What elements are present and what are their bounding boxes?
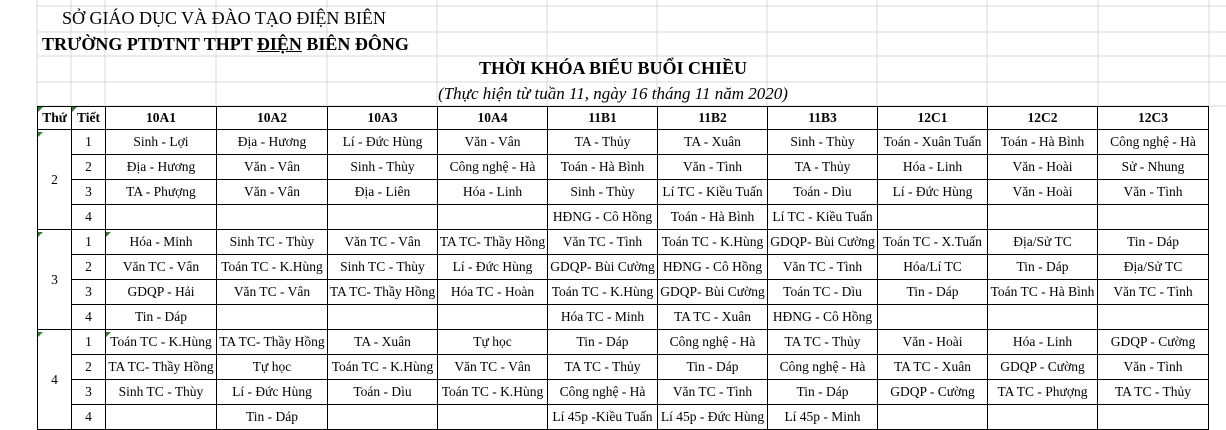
day-cell[interactable]: 2	[38, 130, 72, 230]
subject-cell[interactable]: Văn - Hoài	[988, 180, 1098, 205]
period-cell[interactable]: 4	[72, 305, 106, 330]
subject-cell[interactable]: Văn TC - Tình	[768, 255, 878, 280]
subject-cell[interactable]: TA TC- Thầy Hồng	[217, 330, 328, 355]
subject-cell[interactable]: HĐNG - Cô Hồng	[768, 305, 878, 330]
period-cell[interactable]: 1	[72, 130, 106, 155]
subject-cell[interactable]: Hóa TC - Minh	[548, 305, 658, 330]
subject-cell[interactable]: Toán - Hà Bình	[988, 130, 1098, 155]
subject-cell[interactable]	[1098, 205, 1209, 230]
subject-cell[interactable]: Toán - Hà Bình	[658, 205, 768, 230]
table-row	[38, 330, 1209, 355]
subject-cell[interactable]: Văn TC - Vân	[438, 355, 548, 380]
subject-cell[interactable]: Văn TC - Tình	[1098, 280, 1209, 305]
day-cell[interactable]: 3	[38, 230, 72, 330]
subject-cell[interactable]: Tin - Dáp	[658, 355, 768, 380]
subject-cell[interactable]: Lí 45p - Đức Hùng	[658, 405, 768, 430]
column-header[interactable]: 10A1	[106, 107, 217, 130]
subject-cell[interactable]	[328, 405, 438, 430]
subject-cell[interactable]: TA - Phượng	[106, 180, 217, 205]
table-row	[38, 130, 1209, 155]
subject-cell[interactable]	[438, 405, 548, 430]
subject-cell[interactable]: Lí 45p -Kiều Tuấn	[548, 405, 658, 430]
cell-marker-icon	[106, 232, 111, 237]
subject-cell[interactable]	[988, 205, 1098, 230]
subject-cell[interactable]: Tin - Dáp	[106, 305, 217, 330]
subject-cell[interactable]: Địa/Sử TC	[988, 230, 1098, 255]
cell-marker-icon	[72, 107, 77, 112]
column-header[interactable]: 12C1	[878, 107, 988, 130]
subject-cell[interactable]: Sinh - Thùy	[768, 130, 878, 155]
column-header[interactable]: 10A2	[217, 107, 328, 130]
table-row	[38, 230, 1209, 255]
cell-marker-icon	[38, 332, 43, 337]
school-name	[42, 34, 409, 55]
subject-cell[interactable]	[988, 405, 1098, 430]
subject-cell[interactable]: Văn TC - Tình	[658, 380, 768, 405]
subject-cell[interactable]: Sinh TC - Thùy	[328, 255, 438, 280]
period-cell[interactable]: 2	[72, 255, 106, 280]
subject-cell[interactable]: GDQP - Cường	[1098, 330, 1209, 355]
day-cell[interactable]: 4	[38, 330, 72, 430]
subject-cell[interactable]: Văn TC - Vân	[328, 230, 438, 255]
subject-cell[interactable]: Văn TC - Vân	[106, 255, 217, 280]
subject-cell[interactable]: Sinh - Thùy	[548, 180, 658, 205]
subject-cell[interactable]: Tin - Dáp	[217, 405, 328, 430]
subject-cell[interactable]: Tự học	[217, 355, 328, 380]
subject-cell[interactable]	[106, 205, 217, 230]
subject-cell[interactable]: TA - Xuân	[658, 130, 768, 155]
subject-cell[interactable]: Toán - Dìu	[768, 180, 878, 205]
column-header[interactable]: 11B3	[768, 107, 878, 130]
table-row	[38, 380, 1209, 405]
subject-cell[interactable]: TA TC - Phượng	[988, 380, 1098, 405]
subject-cell[interactable]	[1098, 305, 1209, 330]
subject-cell[interactable]: Văn - Hoài	[878, 330, 988, 355]
table-row	[38, 405, 1209, 430]
subject-cell[interactable]: GDQP- Bùi Cường	[548, 255, 658, 280]
subject-cell[interactable]: Sinh TC - Thùy	[106, 380, 217, 405]
subject-cell[interactable]	[106, 405, 217, 430]
subject-cell[interactable]	[988, 305, 1098, 330]
subject-cell[interactable]: TA TC- Thầy Hồng	[438, 230, 548, 255]
subject-cell[interactable]: Sinh - Lợi	[106, 130, 217, 155]
department-name: SỞ GIÁO DỤC VÀ ĐÀO TẠO ĐIỆN BIÊN	[62, 8, 386, 28]
subject-cell[interactable]: Toán TC - K.Hùng	[658, 230, 768, 255]
subject-cell[interactable]: Văn - Vân	[438, 130, 548, 155]
subject-cell[interactable]: HĐNG - Cô Hồng	[548, 205, 658, 230]
subject-cell[interactable]: Lí TC - Kiều Tuấn	[768, 205, 878, 230]
subject-cell[interactable]: GDQP- Bùi Cường	[768, 230, 878, 255]
subject-cell[interactable]: Tin - Dáp	[878, 280, 988, 305]
table-row	[38, 255, 1209, 280]
subject-cell[interactable]: Toán TC - Hà Bình	[988, 280, 1098, 305]
subject-cell[interactable]: Lí - Đức Hùng	[878, 180, 988, 205]
subject-cell[interactable]: TA - Thủy	[768, 155, 878, 180]
subject-cell[interactable]: Toán - Dìu	[328, 380, 438, 405]
period-cell[interactable]: 3	[72, 380, 106, 405]
period-cell[interactable]: 4	[72, 205, 106, 230]
school-name-underlined: ĐIỆN	[256, 34, 302, 54]
table-row	[38, 305, 1209, 330]
subject-cell[interactable]: GDQP- Bùi Cường	[658, 280, 768, 305]
timetable-subtitle: (Thực hiện từ tuần 11, ngày 16 tháng 11 năm 2020)	[438, 84, 788, 103]
subject-cell[interactable]: Hóa - Linh	[438, 180, 548, 205]
subject-cell[interactable]	[878, 305, 988, 330]
subject-cell[interactable]	[878, 405, 988, 430]
subject-cell[interactable]: Văn - Tình	[1098, 180, 1209, 205]
subject-cell[interactable]: Văn - Hoài	[988, 155, 1098, 180]
timetable-title: THỜI KHÓA BIỂU BUỔI CHIỀU	[478, 58, 748, 78]
subject-cell[interactable]: Hóa/Lí TC	[878, 255, 988, 280]
subject-cell[interactable]: Lí - Đức Hùng	[217, 380, 328, 405]
subject-cell[interactable]: Công nghệ - Hà	[658, 330, 768, 355]
cell-marker-icon	[38, 107, 43, 112]
subject-cell[interactable]: TA TC - Thủy	[768, 330, 878, 355]
subject-cell[interactable]: Địa/Sử TC	[1098, 255, 1209, 280]
subject-cell[interactable]: Sử - Nhung	[1098, 155, 1209, 180]
subject-cell[interactable]: Toán TC - K.Hùng	[438, 380, 548, 405]
subject-cell[interactable]: TA TC - Thủy	[548, 355, 658, 380]
period-cell[interactable]: 3	[72, 280, 106, 305]
period-cell[interactable]: 2	[72, 155, 106, 180]
cell-marker-icon	[106, 332, 111, 337]
column-header[interactable]: Tiết	[72, 107, 106, 130]
column-header[interactable]: 12C2	[988, 107, 1098, 130]
subject-cell[interactable]: Văn - Tình	[658, 155, 768, 180]
subject-cell[interactable]	[878, 205, 988, 230]
table-row	[38, 355, 1209, 380]
subject-cell[interactable]: Hóa - Linh	[988, 330, 1098, 355]
subject-cell[interactable]	[438, 205, 548, 230]
subject-cell[interactable]	[217, 205, 328, 230]
subject-cell[interactable]: Lí - Đức Hùng	[328, 130, 438, 155]
subject-cell[interactable]: TA TC - Xuân	[658, 305, 768, 330]
subject-cell[interactable]	[217, 305, 328, 330]
subject-cell[interactable]: Toán TC - Dìu	[768, 280, 878, 305]
subject-cell[interactable]: TA TC- Thầy Hồng	[106, 355, 217, 380]
subject-cell[interactable]: Tự học	[438, 330, 548, 355]
school-name-suffix: BIÊN ĐÔNG	[301, 34, 409, 54]
period-cell[interactable]: 3	[72, 180, 106, 205]
subject-cell[interactable]: HĐNG - Cô Hồng	[658, 255, 768, 280]
subject-cell[interactable]: Địa - Hương	[217, 130, 328, 155]
column-header[interactable]: 11B1	[548, 107, 658, 130]
subject-cell[interactable]: Tin - Dáp	[768, 380, 878, 405]
subject-cell[interactable]: TA TC - Thủy	[1098, 380, 1209, 405]
column-header[interactable]: 10A4	[438, 107, 548, 130]
subject-cell[interactable]: Lí TC - Kiều Tuấn	[658, 180, 768, 205]
subject-cell[interactable]: Sinh - Thùy	[328, 155, 438, 180]
cell-marker-icon	[38, 132, 43, 137]
header-row	[38, 107, 1209, 130]
subject-cell[interactable]: Hóa TC - Hoàn	[438, 280, 548, 305]
subject-cell[interactable]: Công nghệ - Hà	[548, 380, 658, 405]
subject-cell[interactable]: Địa - Liên	[328, 180, 438, 205]
column-header[interactable]: 10A3	[328, 107, 438, 130]
table-row	[38, 155, 1209, 180]
subject-cell[interactable]: Hóa - Linh	[878, 155, 988, 180]
subject-cell[interactable]: Văn TC - Tình	[548, 230, 658, 255]
subject-cell[interactable]: Công nghệ - Hà	[438, 155, 548, 180]
column-header[interactable]: 12C3	[1098, 107, 1209, 130]
column-header[interactable]: Thứ	[38, 107, 72, 130]
table-row	[38, 180, 1209, 205]
period-cell[interactable]: 4	[72, 405, 106, 430]
table-row	[38, 205, 1209, 230]
period-cell[interactable]: 1	[72, 230, 106, 255]
subject-cell[interactable]: Văn - Vân	[217, 180, 328, 205]
subject-cell[interactable]: Toán TC - K.Hùng	[548, 280, 658, 305]
period-cell[interactable]: 2	[72, 355, 106, 380]
subject-cell[interactable]: Lí - Đức Hùng	[438, 255, 548, 280]
column-header[interactable]: 11B2	[658, 107, 768, 130]
timetable	[37, 106, 1209, 430]
subject-cell[interactable]	[328, 205, 438, 230]
subject-cell[interactable]: GDQP - Cường	[988, 355, 1098, 380]
subject-cell[interactable]: Công nghệ - Hà	[1098, 130, 1209, 155]
subject-cell[interactable]: Tin - Dáp	[988, 255, 1098, 280]
subject-cell[interactable]: Toán TC - K.Hùng	[106, 330, 217, 355]
subject-cell[interactable]: TA - Xuân	[328, 330, 438, 355]
subject-cell[interactable]: Toán - Hà Bình	[548, 155, 658, 180]
subject-cell[interactable]	[328, 305, 438, 330]
subject-cell[interactable]	[438, 305, 548, 330]
subject-cell[interactable]: GDQP - Hải	[106, 280, 217, 305]
subject-cell[interactable]: Toán TC - X.Tuấn	[878, 230, 988, 255]
period-cell[interactable]: 1	[72, 330, 106, 355]
subject-cell[interactable]: TA TC - Xuân	[878, 355, 988, 380]
subject-cell[interactable]: Toán TC - K.Hùng	[217, 255, 328, 280]
subject-cell[interactable]: Lí 45p - Minh	[768, 405, 878, 430]
subject-cell[interactable]: Toán - Xuân Tuấn	[878, 130, 988, 155]
subject-cell[interactable]: GDQP - Cường	[878, 380, 988, 405]
subject-cell[interactable]: Văn - Vân	[217, 155, 328, 180]
table-row	[38, 280, 1209, 305]
subject-cell[interactable]: Sinh TC - Thùy	[217, 230, 328, 255]
subject-cell[interactable]: TA TC- Thầy Hồng	[328, 280, 438, 305]
subject-cell[interactable]: Tin - Dáp	[1098, 230, 1209, 255]
subject-cell[interactable]	[1098, 405, 1209, 430]
subject-cell[interactable]: Văn - Tình	[1098, 355, 1209, 380]
subject-cell[interactable]: Địa - Hương	[106, 155, 217, 180]
subject-cell[interactable]: Công nghệ - Hà	[768, 355, 878, 380]
subject-cell[interactable]: Tin - Dáp	[548, 330, 658, 355]
subject-cell[interactable]: Hóa - Minh	[106, 230, 217, 255]
cell-marker-icon	[38, 232, 43, 237]
school-name-prefix: TRƯỜNG PTDTNT THPT	[42, 34, 257, 54]
subject-cell[interactable]: TA - Thủy	[548, 130, 658, 155]
subject-cell[interactable]: Toán TC - K.Hùng	[328, 355, 438, 380]
subject-cell[interactable]: Văn TC - Vân	[217, 280, 328, 305]
